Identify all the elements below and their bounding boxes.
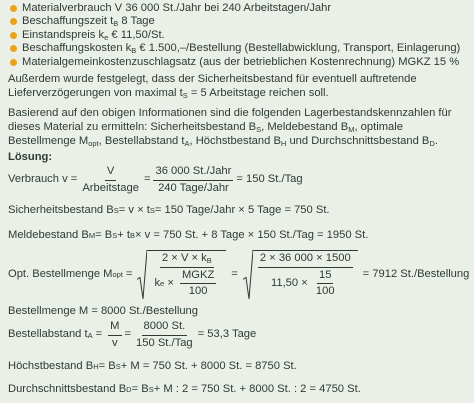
bullet-text: Beschaffungskosten k: [22, 42, 132, 55]
paragraph-text: , Meldebestand B: [261, 120, 349, 133]
subscript: A: [87, 330, 93, 340]
list-item: [8, 29, 466, 42]
bullet-icon: [10, 5, 17, 12]
bullet-icon: [10, 59, 17, 66]
formula-label: Höchstbestand B: [8, 360, 94, 372]
denominator-text: ×: [164, 276, 177, 289]
formula-label: Durchschnittsbestand B: [8, 383, 127, 395]
bullet-text: € 11,50/St.: [108, 28, 165, 41]
paragraph-text: , Bestellabstand t: [98, 134, 185, 147]
subscript: S: [149, 206, 155, 216]
bullet-text: 8 Tage: [118, 15, 155, 28]
equals-sign: =: [95, 328, 103, 341]
bullet-text: Beschaffungszeit t: [22, 15, 114, 28]
square-root: [243, 250, 358, 299]
equals-sign: =: [124, 328, 132, 341]
list-item: [8, 2, 466, 15]
formula-max-stock: [8, 360, 297, 374]
denominator-text: k: [154, 276, 161, 289]
radical-sign: [243, 250, 253, 299]
given-data-list: [8, 2, 466, 69]
formula-order-interval: [8, 320, 256, 350]
radicand: [253, 250, 358, 299]
numerator-text: 2 × V × k: [161, 252, 207, 264]
equals-sign: =: [231, 267, 238, 280]
paragraph-text: , Höchstbestand B: [189, 134, 281, 147]
list-item: [8, 56, 466, 69]
subscript: M: [88, 231, 96, 241]
formula-result: = 150 St./Tag: [236, 173, 303, 186]
equals-sign: =: [125, 267, 133, 280]
numerator: 15: [317, 269, 333, 285]
bullet-text: Materialverbrauch V 36 000 St./Jahr bei 240 Arbeitstagen/Jahr: [22, 2, 332, 14]
radical-sign: [137, 250, 147, 299]
square-root: [137, 250, 226, 299]
fraction: [152, 252, 221, 299]
subscript: H: [280, 138, 287, 148]
subscript: D: [126, 385, 132, 395]
formula-result: = 53,3 Tage: [197, 328, 257, 341]
numerator: 8000 St.: [142, 320, 188, 336]
paragraph-text: Außerdem wurde festgelegt, dass der Sicherheitsbestand für eventuell auftretende Lieferverzögerungen von maximal t: [8, 72, 417, 99]
bullet-text: Einstandspreis k: [22, 28, 105, 41]
formula-label: Opt. Bestellmenge M: [8, 267, 113, 280]
formula-text: = 150 Tage/Jahr × 5 Tage = 750 St.: [154, 204, 330, 216]
fraction: [153, 165, 233, 195]
subscript: S: [115, 362, 121, 372]
paragraph-text: , optimale Bestellmenge M: [8, 120, 403, 147]
subscript: opt: [112, 269, 123, 279]
formula-text: = B: [131, 383, 149, 395]
formula-text: = v × t: [118, 204, 150, 216]
bullet-icon: [10, 45, 17, 52]
denominator-text: 11,50 ×: [270, 276, 311, 289]
formula-text: + t: [117, 229, 130, 241]
formula-label: Meldebestand B: [8, 229, 89, 241]
fraction: [180, 269, 216, 299]
denominator: Arbeitstage: [82, 181, 139, 194]
paragraph-text: und Durchschnittsbestand B: [286, 134, 430, 147]
subscript: S: [148, 385, 154, 395]
numerator: [160, 252, 214, 268]
subscript: S: [113, 206, 119, 216]
subscript: A: [184, 138, 190, 148]
numerator: 2 × 36 000 × 1500: [258, 252, 353, 268]
fraction: [134, 320, 195, 350]
formula-text: + M : 2 = 750 St. + 8000 St. : 2 = 4750 St.: [153, 383, 361, 395]
list-item: [8, 42, 466, 55]
equals-sign: =: [143, 173, 151, 186]
formula-text: = B: [98, 360, 116, 372]
denominator: 100: [315, 285, 335, 298]
subscript: e: [104, 32, 109, 42]
formula-consumption: [8, 165, 303, 195]
paragraph-text: .: [434, 134, 438, 147]
bullet-text: € 1.500,–/Bestellung (Bestellabwicklung, Transport, Einlagerung): [136, 42, 461, 55]
denominator: 150 St./Tag: [136, 336, 193, 349]
numerator: MGKZ: [180, 269, 216, 285]
numerator: 36 000 St./Jahr: [153, 165, 233, 181]
subscript: H: [93, 362, 99, 372]
subscript: B: [206, 256, 212, 265]
formula-reorder-level: [8, 229, 368, 243]
formula-text: × v = 750 St. + 8 Tage × 150 St./Tag = 1950 St.: [135, 229, 369, 241]
denominator: [152, 268, 221, 299]
bullet-icon: [10, 18, 17, 25]
subscript: B: [113, 19, 119, 29]
subscript: S: [256, 124, 262, 134]
radicand: [147, 250, 226, 299]
subscript: S: [182, 90, 188, 100]
formula-text: Bestellmenge M = 8000 St./Bestellung: [8, 305, 198, 317]
bullet-icon: [10, 32, 17, 39]
fraction: [314, 269, 337, 299]
formula-text: = B: [95, 229, 113, 241]
list-item: [8, 15, 466, 28]
denominator: 100: [188, 285, 208, 298]
fraction: [258, 252, 353, 299]
subscript: M: [348, 124, 355, 134]
paragraph-text: = 5 Arbeitstage reichen soll.: [187, 86, 329, 99]
numerator: V: [105, 165, 116, 181]
paragraph-text: Basierend auf den obigen Informationen sind die folgenden Lagerbestandskennzahlen für dieses Material zu ermitteln: Sicherheitsbestand B: [8, 107, 452, 133]
fraction: [80, 165, 141, 195]
denominator: 240 Tage/Jahr: [158, 181, 229, 194]
formula-text: + M = 750 St. + 8000 St. = 8750 St.: [120, 360, 297, 372]
formula-result: = 7912 St./Bestellung: [362, 267, 470, 280]
paragraph-safety-stock: [8, 73, 466, 100]
subscript: B: [131, 46, 137, 56]
subscript: e: [160, 279, 165, 289]
denominator: [269, 268, 342, 299]
solution-heading: Lösung:: [8, 151, 53, 164]
denominator: v: [112, 336, 118, 349]
formula-label: Bestellabstand t: [8, 328, 88, 341]
subscript: B: [129, 231, 135, 241]
subscript: D: [429, 138, 435, 148]
formula-optimal-order-quantity: [8, 250, 469, 299]
formula-order-quantity: [8, 305, 198, 319]
bullet-text: Materialgemeinkostenzuschlagsatz (aus der betrieblichen Kostenrechnung) MGKZ 15 %: [22, 55, 460, 68]
formula-label: Sicherheitsbestand B: [8, 204, 114, 216]
subscript: opt: [88, 138, 99, 148]
subscript: S: [112, 231, 118, 241]
paragraph-task: [8, 107, 466, 148]
fraction: [108, 320, 121, 350]
formula-label: Verbrauch v =: [8, 173, 78, 186]
formula-average-stock: [8, 383, 361, 397]
formula-safety-stock: [8, 204, 330, 218]
numerator: M: [108, 320, 121, 336]
